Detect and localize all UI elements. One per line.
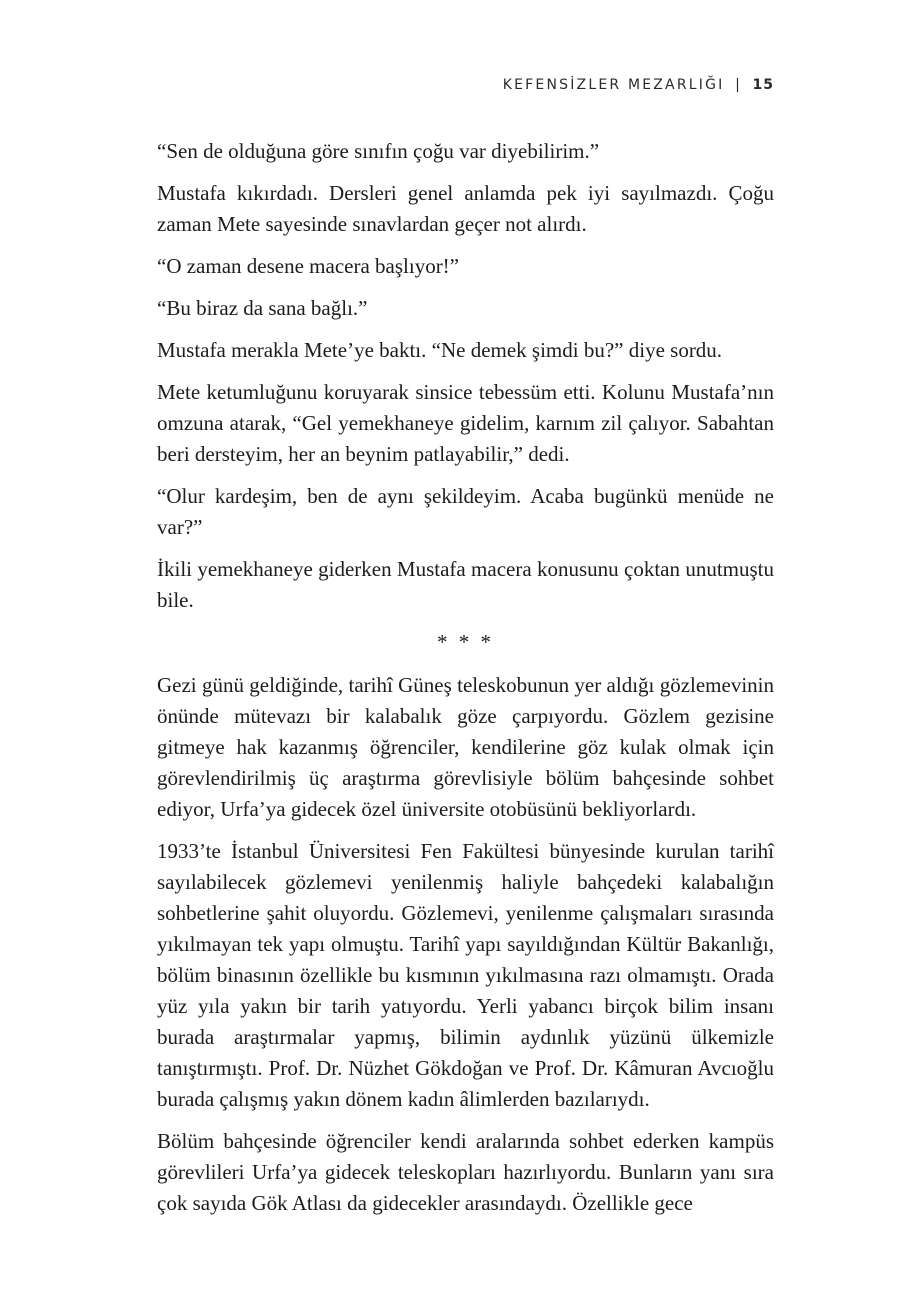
paragraph-4: “Bu biraz da sana bağlı.”: [157, 296, 368, 320]
page-number: 15: [752, 77, 774, 93]
paragraph-10: 1933’te İstanbul Üniversitesi Fen Fakültesi bünyesinde kurulan tarihî sayılabilecek gözlemevi yenilenmiş haliyle bahçedeki kalabalığın sohbetlerine şahit oluyordu. Gözlemevi, yenilenme çalışmaları sırasında yıkılmayan tek yapı olmuştu. Tarihî yapı sayıldığından Kültür Bakanlığı, bölüm binasının özellikle bu kısmının yıkılmasına razı olmamıştı. Orada yüz yıla yakın bir tarih yatıyordu. Yerli yabancı birçok bilim insanı burada araştırmalar yapmış, bilimin aydınlık yüzünü ülkemizle tanıştırmıştı. Prof. Dr. Nüzhet Gökdoğan ve Prof. Dr. Kâmuran Avcıoğlu burada çalışmış yakın dönem kadın âlimlerden bazılarıydı.: [157, 839, 774, 1111]
paragraph-11: Bölüm bahçesinde öğrenciler kendi aralarında sohbet ederken kampüs görevlileri Urfa’ya gidecek teleskopları hazırlıyordu. Bunların yanı sıra çok sayıda Gök Atlası da gidecekler arasındaydı. Özellikle gece: [157, 1129, 774, 1215]
book-title: KEFENSİZLER MEZARLIĞI: [502, 77, 725, 93]
running-header: [503, 77, 774, 93]
paragraph-8: İkili yemekhaneye giderken Mustafa macera konusunu çoktan unutmuştu bile.: [157, 557, 774, 612]
paragraph-2: Mustafa kıkırdadı. Dersleri genel anlamda pek iyi sayılmazdı. Çoğu zaman Mete sayesinde sınavlardan geçer not alırdı.: [157, 181, 774, 236]
paragraph-3: “O zaman desene macera başlıyor!”: [157, 254, 459, 278]
paragraph-6: Mete ketumluğunu koruyarak sinsice tebessüm etti. Kolunu Mustafa’nın omzuna atarak, “Gel yemekhaneye gidelim, karnım zil çalıyor. Sabahtan beri dersteyim, her an beynim patlayabilir,” dedi.: [157, 380, 774, 466]
header-separator: |: [735, 77, 740, 93]
scene-break: * * *: [437, 630, 494, 654]
paragraph-7: “Olur kardeşim, ben de aynı şekildeyim. Acaba bugünkü menüde ne var?”: [157, 484, 774, 539]
paragraph-1: “Sen de olduğuna göre sınıfın çoğu var diyebilirim.”: [157, 139, 600, 163]
paragraph-9: Gezi günü geldiğinde, tarihî Güneş teleskobunun yer aldığı gözlemevinin önünde mütevazı bir kalabalık göze çarpıyordu. Gözlem gezisine gitmeye hak kazanmış öğrenciler, kendilerine göz kulak olmak için görevlendirilmiş üç araştırma görevlisiyle bölüm bahçesinde sohbet ediyor, Urfa’ya gidecek özel üniversite otobüsünü bekliyorlardı.: [157, 673, 774, 821]
body-text: [157, 136, 774, 1230]
paragraph-5: Mustafa merakla Mete’ye baktı. “Ne demek şimdi bu?” diye sordu.: [157, 338, 723, 362]
